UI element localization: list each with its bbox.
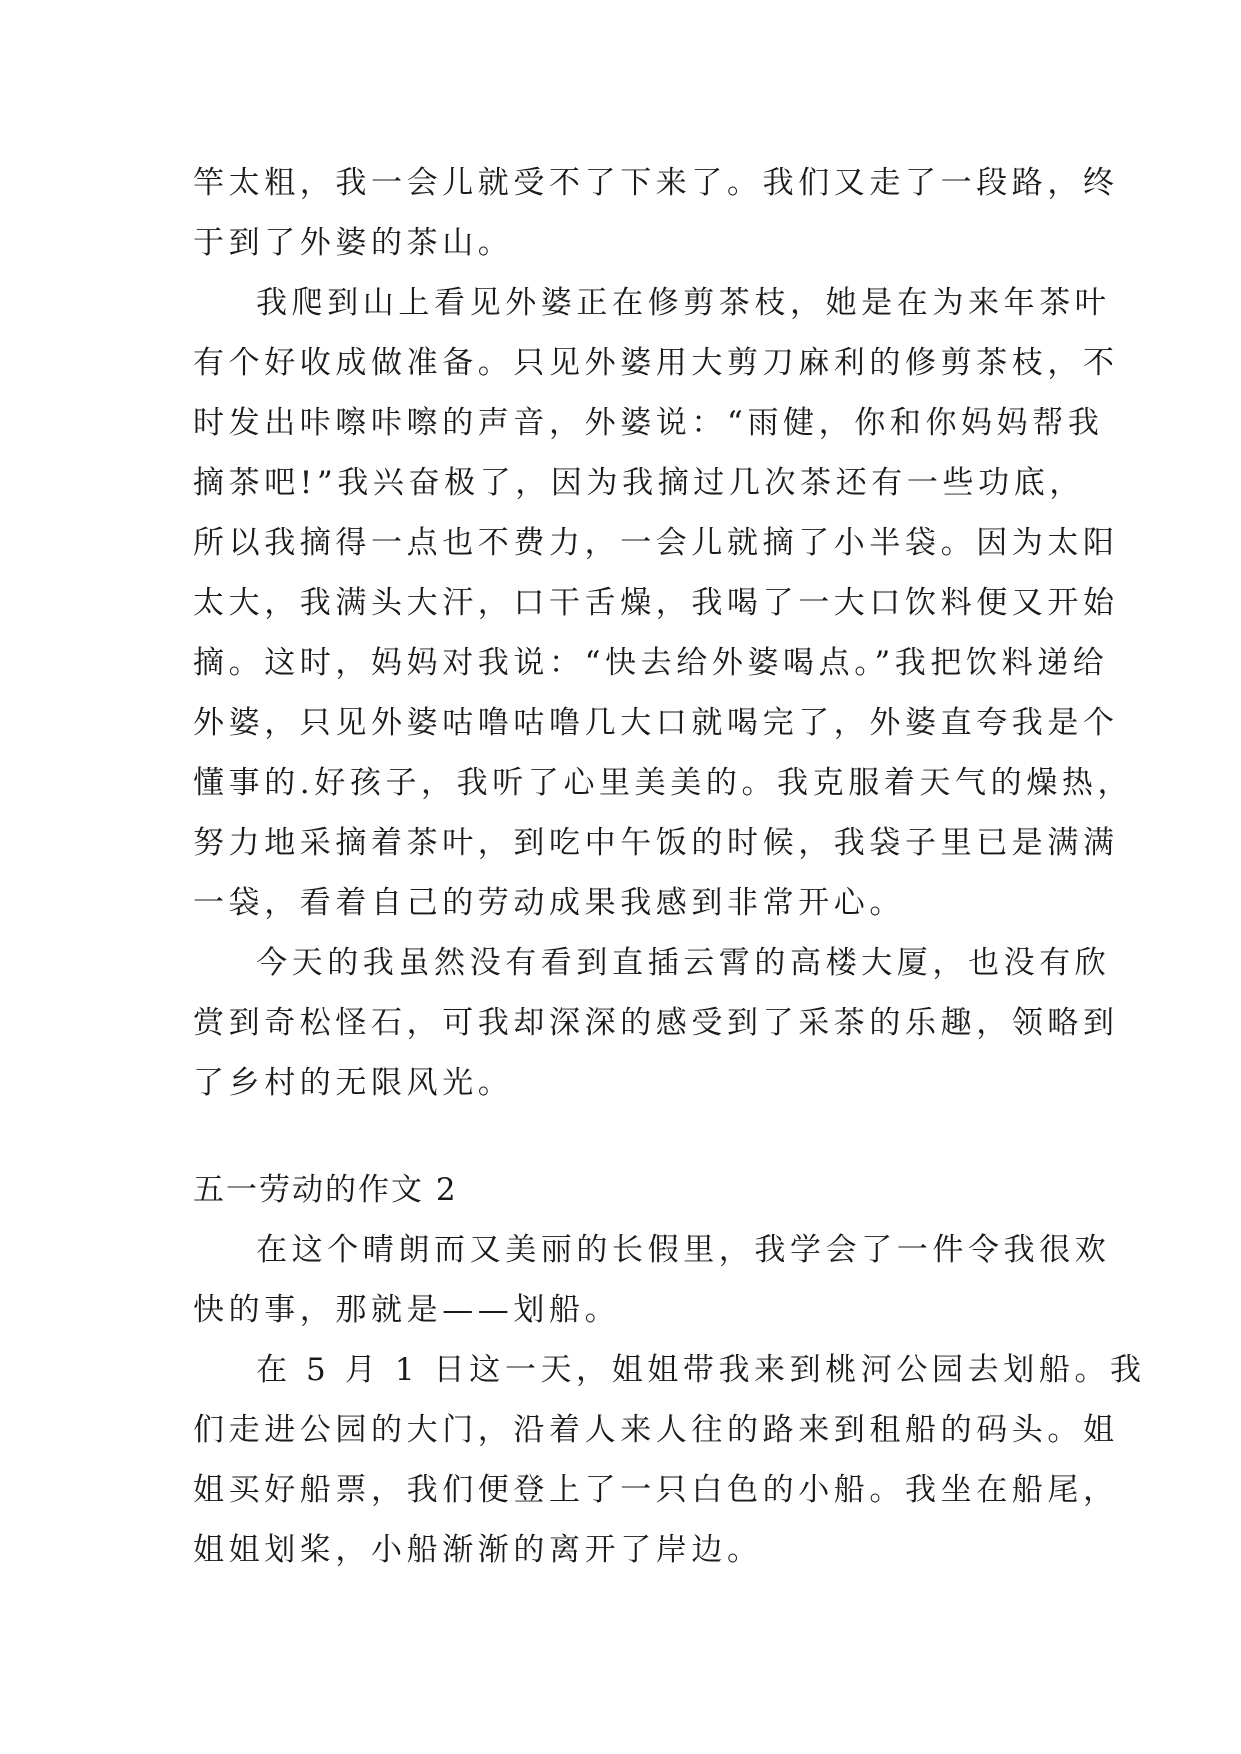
paragraph-start-line: 我爬到山上看见外婆正在修剪茶枝，她是在为来年茶叶 — [256, 285, 1111, 321]
text-line: 快的事，那就是——划船。 — [193, 1292, 621, 1328]
section-heading: 五一劳动的作文 2 — [193, 1172, 458, 1208]
text-line: 时发出咔嚓咔嚓的声音，外婆说：“雨健，你和你妈妈帮我 — [193, 405, 1104, 441]
text-line: 姐买好船票，我们便登上了一只白色的小船。我坐在船尾， — [193, 1472, 1119, 1508]
text-line: 们走进公园的大门，沿着人来人往的路来到租船的码头。姐 — [193, 1412, 1119, 1448]
text-line: 竿太粗，我一会儿就受不了下来了。我们又走了一段路，终 — [193, 165, 1119, 201]
text-line: 赏到奇松怪石，可我却深深的感受到了采茶的乐趣，领略到 — [193, 1005, 1119, 1041]
paragraph-start-line: 今天的我虽然没有看到直插云霄的高楼大厦，也没有欣 — [256, 945, 1111, 981]
paragraph-start-line: 在这个晴朗而又美丽的长假里，我学会了一件令我很欢 — [256, 1232, 1111, 1268]
text-line: 于到了外婆的茶山。 — [193, 225, 514, 261]
text-line: 摘。这时，妈妈对我说：“快去给外婆喝点。”我把饮料递给 — [193, 645, 1109, 681]
text-line: 所以我摘得一点也不费力，一会儿就摘了小半袋。因为太阳 — [193, 525, 1119, 561]
text-line: 努力地采摘着茶叶，到吃中午饭的时候，我袋子里已是满满 — [193, 825, 1119, 861]
text-line: 摘茶吧!”我兴奋极了，因为我摘过几次茶还有一些功底， — [193, 465, 1085, 501]
text-line: 有个好收成做准备。只见外婆用大剪刀麻利的修剪茶枝，不 — [193, 345, 1119, 381]
paragraph-start-line: 在 5 月 1 日这一天，姐姐带我来到桃河公园去划船。我 — [256, 1352, 1146, 1388]
text-line: 一袋，看着自己的劳动成果我感到非常开心。 — [193, 885, 905, 921]
text-line: 姐姐划桨，小船渐渐的离开了岸边。 — [193, 1532, 763, 1568]
text-line: 了乡村的无限风光。 — [193, 1065, 514, 1101]
text-line: 太大，我满头大汗，口干舌燥，我喝了一大口饮料便又开始 — [193, 585, 1119, 621]
text-line: 外婆，只见外婆咕噜咕噜几大口就喝完了，外婆直夸我是个 — [193, 705, 1119, 741]
text-line: 懂事的.好孩子，我听了心里美美的。我克服着天气的燥热， — [193, 765, 1134, 801]
